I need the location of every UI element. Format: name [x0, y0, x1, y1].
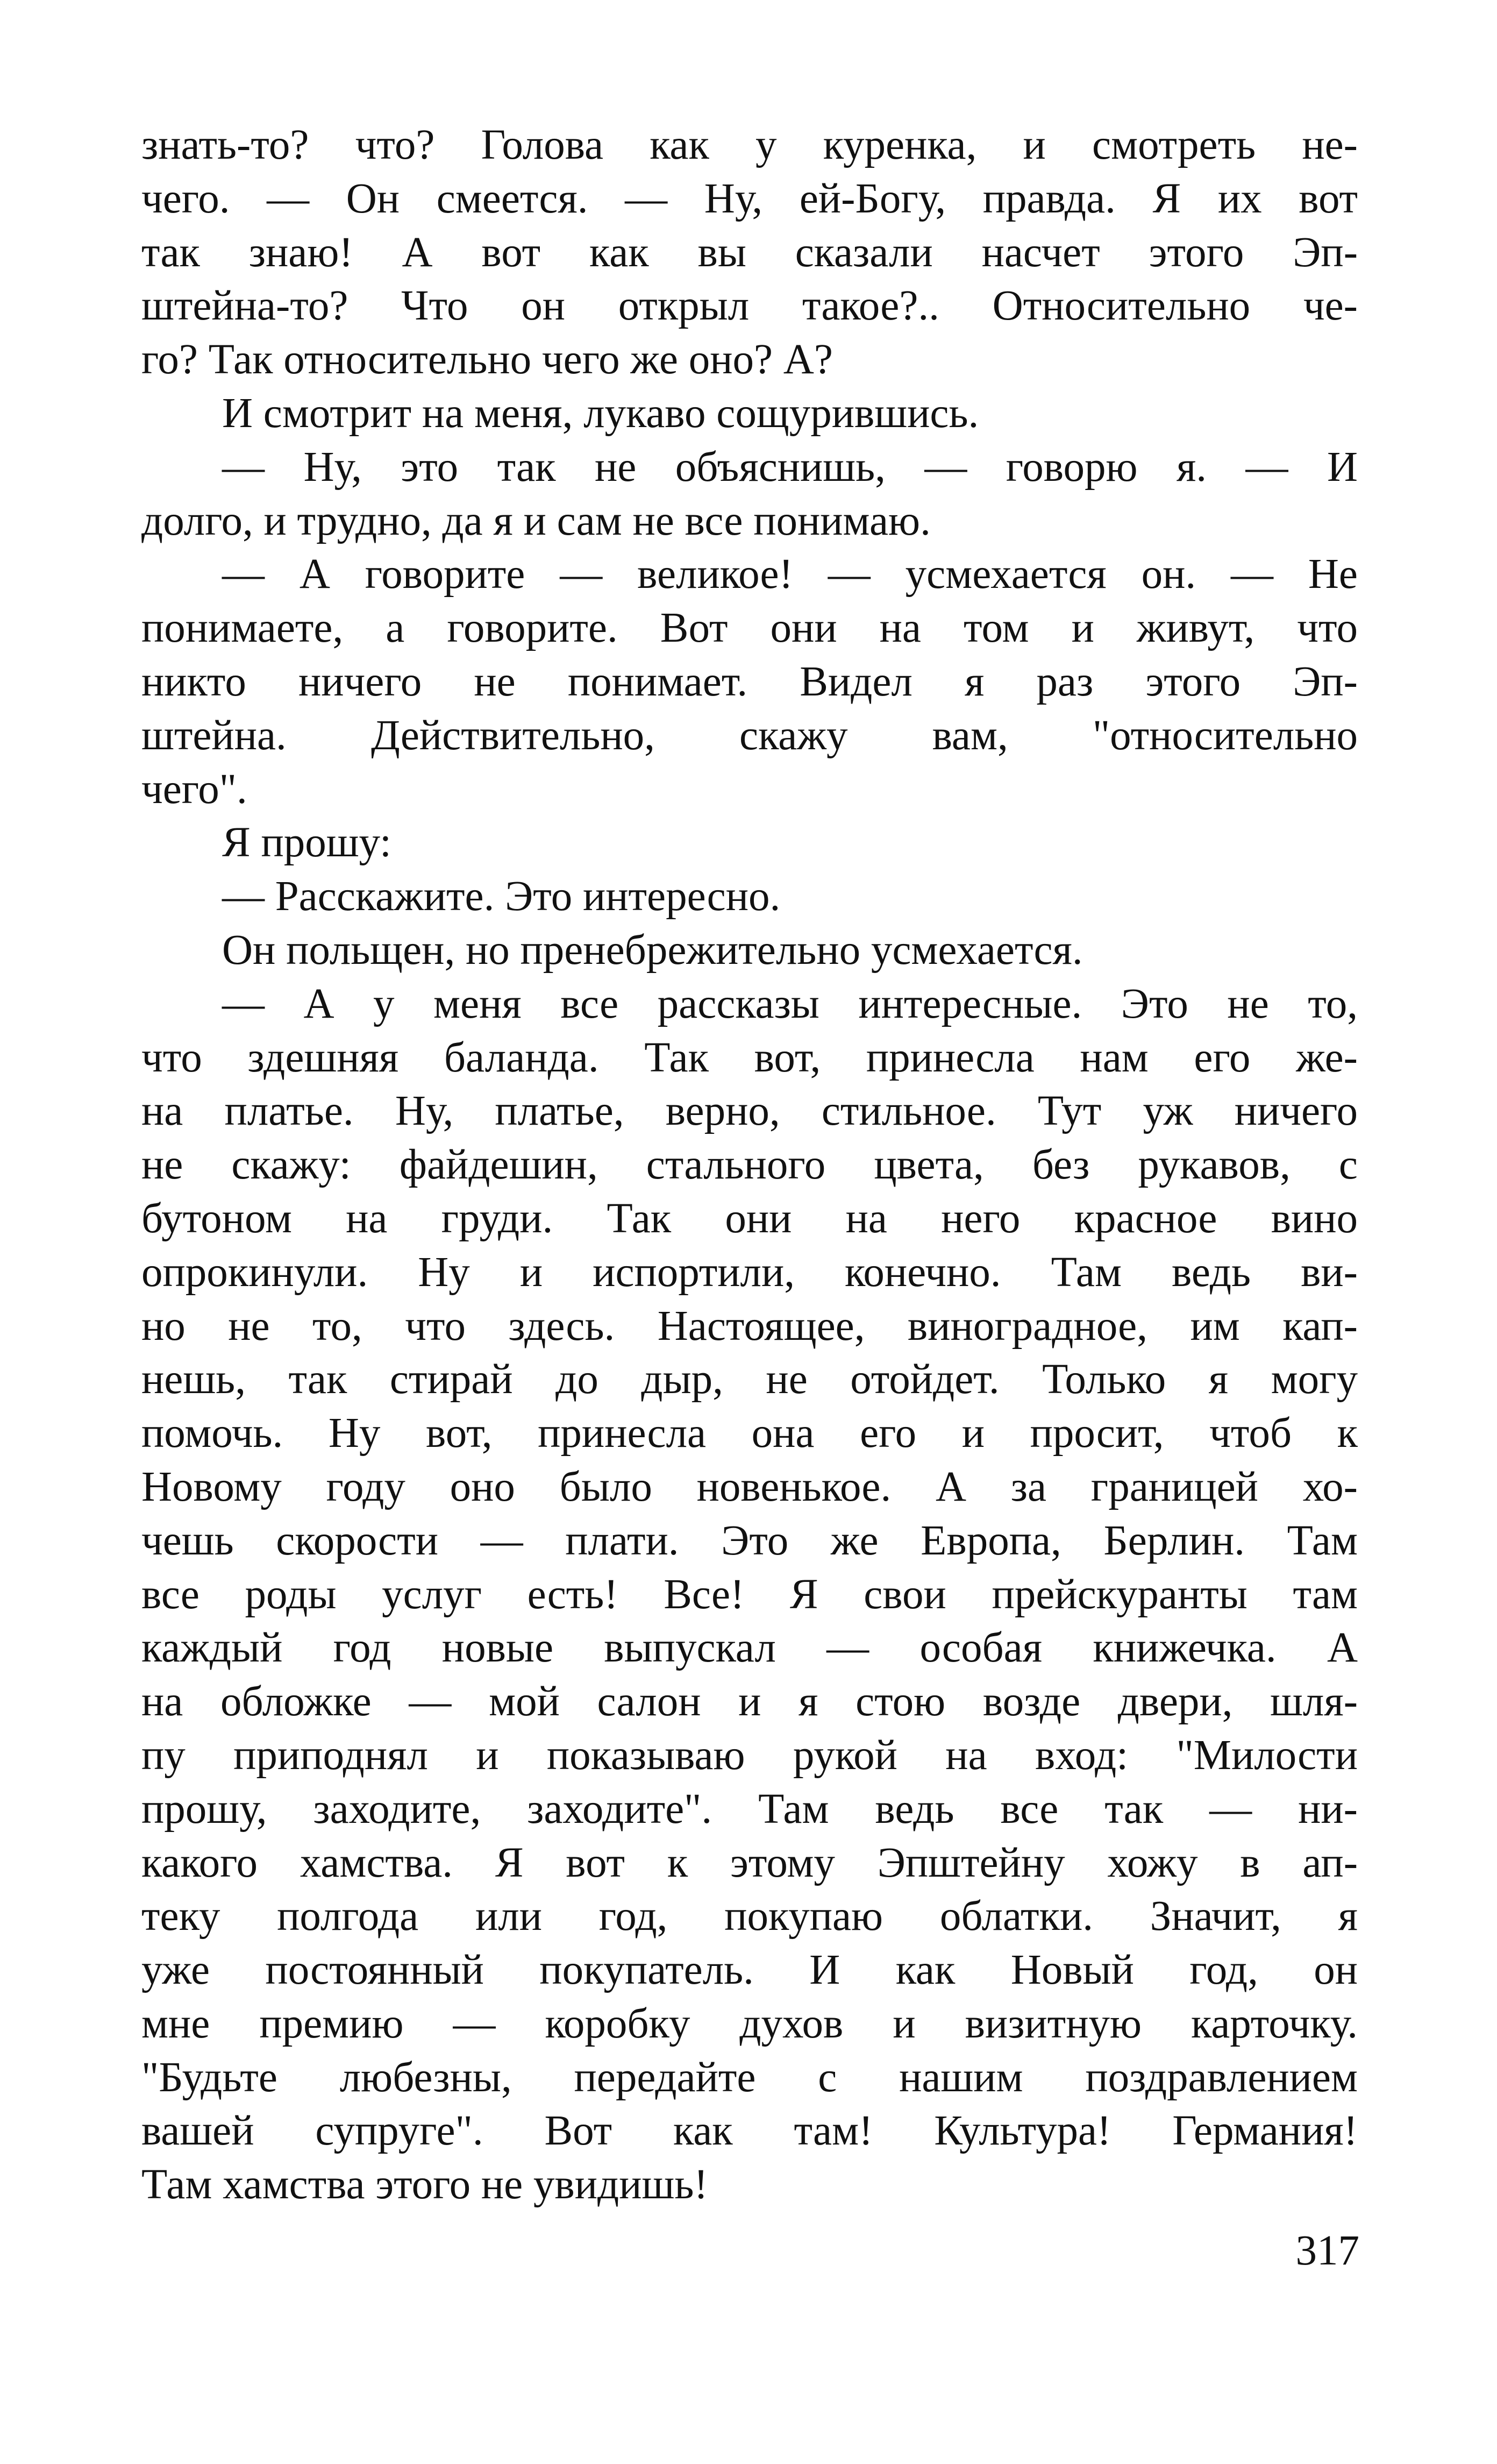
paragraph: [141, 816, 1358, 870]
text-line: знать-то? что? Голова как у куренка, и смотреть не-: [141, 122, 1358, 168]
text-line: — А говорите — великое! — усмехается он. — Не: [222, 551, 1358, 598]
text-line: Новому году оно было новенькое. А за границей хо-: [141, 1463, 1358, 1510]
text-line: Там хамства этого не увидишь!: [141, 2161, 708, 2209]
text-line: опрокинули. Ну и испортили, конечно. Там ведь ви-: [141, 1248, 1358, 1296]
text-line: так знаю! А вот как вы сказали насчет этого Эп-: [141, 229, 1358, 276]
text-line: — Расскажите. Это интересно.: [222, 873, 781, 920]
text-line: на платье. Ну, платье, верно, стильное. Тут уж ничего: [141, 1088, 1358, 1135]
text-line: Он польщен, но пренебрежительно усмехается.: [222, 926, 1083, 974]
text-line: чешь скорости — плати. Это же Европа, Берлин. Там: [141, 1517, 1358, 1564]
paragraph: [141, 387, 1358, 441]
paragraph: [141, 118, 1358, 387]
text-line: какого хамства. Я вот к этому Эпштейну хожу в ап-: [141, 1839, 1358, 1886]
text-line: помочь. Ну вот, принесла она его и просит, чтоб к: [141, 1410, 1358, 1457]
text-line: мне премию — коробку духов и визитную карточку.: [141, 2000, 1358, 2047]
text-line: что здешняя баланда. Так вот, принесла нам его же-: [141, 1034, 1358, 1081]
text-line: долго, и трудно, да я и сам не все понимаю.: [141, 497, 931, 544]
text-line: "Будьте любезны, передайте с нашим поздравлением: [141, 2054, 1358, 2101]
text-line: штейна. Действительно, скажу вам, "относительно: [141, 712, 1358, 759]
paragraph: [141, 924, 1358, 977]
text-line: чего".: [141, 765, 247, 813]
text-line: все роды услуг есть! Все! Я свои прейскуранты там: [141, 1571, 1358, 1618]
book-page-text: [141, 118, 1358, 2212]
text-line: каждый год новые выпускал — особая книжечка. А: [141, 1624, 1358, 1672]
text-line: теку полгода или год, покупаю облатки. Значит, я: [141, 1893, 1358, 1940]
paragraph: [141, 870, 1358, 924]
paragraph: [141, 977, 1358, 2212]
text-line: но не то, что здесь. Настоящее, виноградное, им кап-: [141, 1302, 1358, 1350]
text-line: на обложке — мой салон и я стою возде двери, шля-: [141, 1678, 1358, 1725]
text-line: никто ничего не понимает. Видел я раз этого Эп-: [141, 658, 1358, 705]
text-line: го? Так относительно чего же оно? А?: [141, 336, 833, 384]
text-line: уже постоянный покупатель. И как Новый год, он: [141, 1947, 1358, 1994]
text-line: пу приподнял и показываю рукой на вход: "Милости: [141, 1731, 1358, 1779]
text-line: — Ну, это так не объяснишь, — говорю я. — И: [222, 443, 1358, 491]
text-line: бутоном на груди. Так они на него красное вино: [141, 1195, 1358, 1242]
text-line: не скажу: файдешин, стального цвета, без рукавов, с: [141, 1141, 1358, 1189]
text-line: И смотрит на меня, лукаво сощурившись.: [222, 389, 979, 437]
text-line: — А у меня все рассказы интересные. Это не то,: [222, 980, 1358, 1027]
text-line: прошу, заходите, заходите". Там ведь все так — ни-: [141, 1785, 1358, 1833]
text-line: понимаете, а говорите. Вот они на том и живут, что: [141, 605, 1358, 652]
page-number: 317: [1295, 2227, 1359, 2274]
text-line: штейна-то? Что он открыл такое?.. Относительно че-: [141, 282, 1358, 330]
text-line: вашей супруге". Вот как там! Культура! Германия!: [141, 2107, 1358, 2155]
paragraph: [141, 441, 1358, 548]
text-line: чего. — Он смеется. — Ну, ей-Богу, правда. Я их вот: [141, 175, 1358, 222]
text-line: Я прошу:: [222, 819, 391, 867]
paragraph: [141, 548, 1358, 816]
text-line: нешь, так стирай до дыр, не отойдет. Только я могу: [141, 1356, 1358, 1403]
